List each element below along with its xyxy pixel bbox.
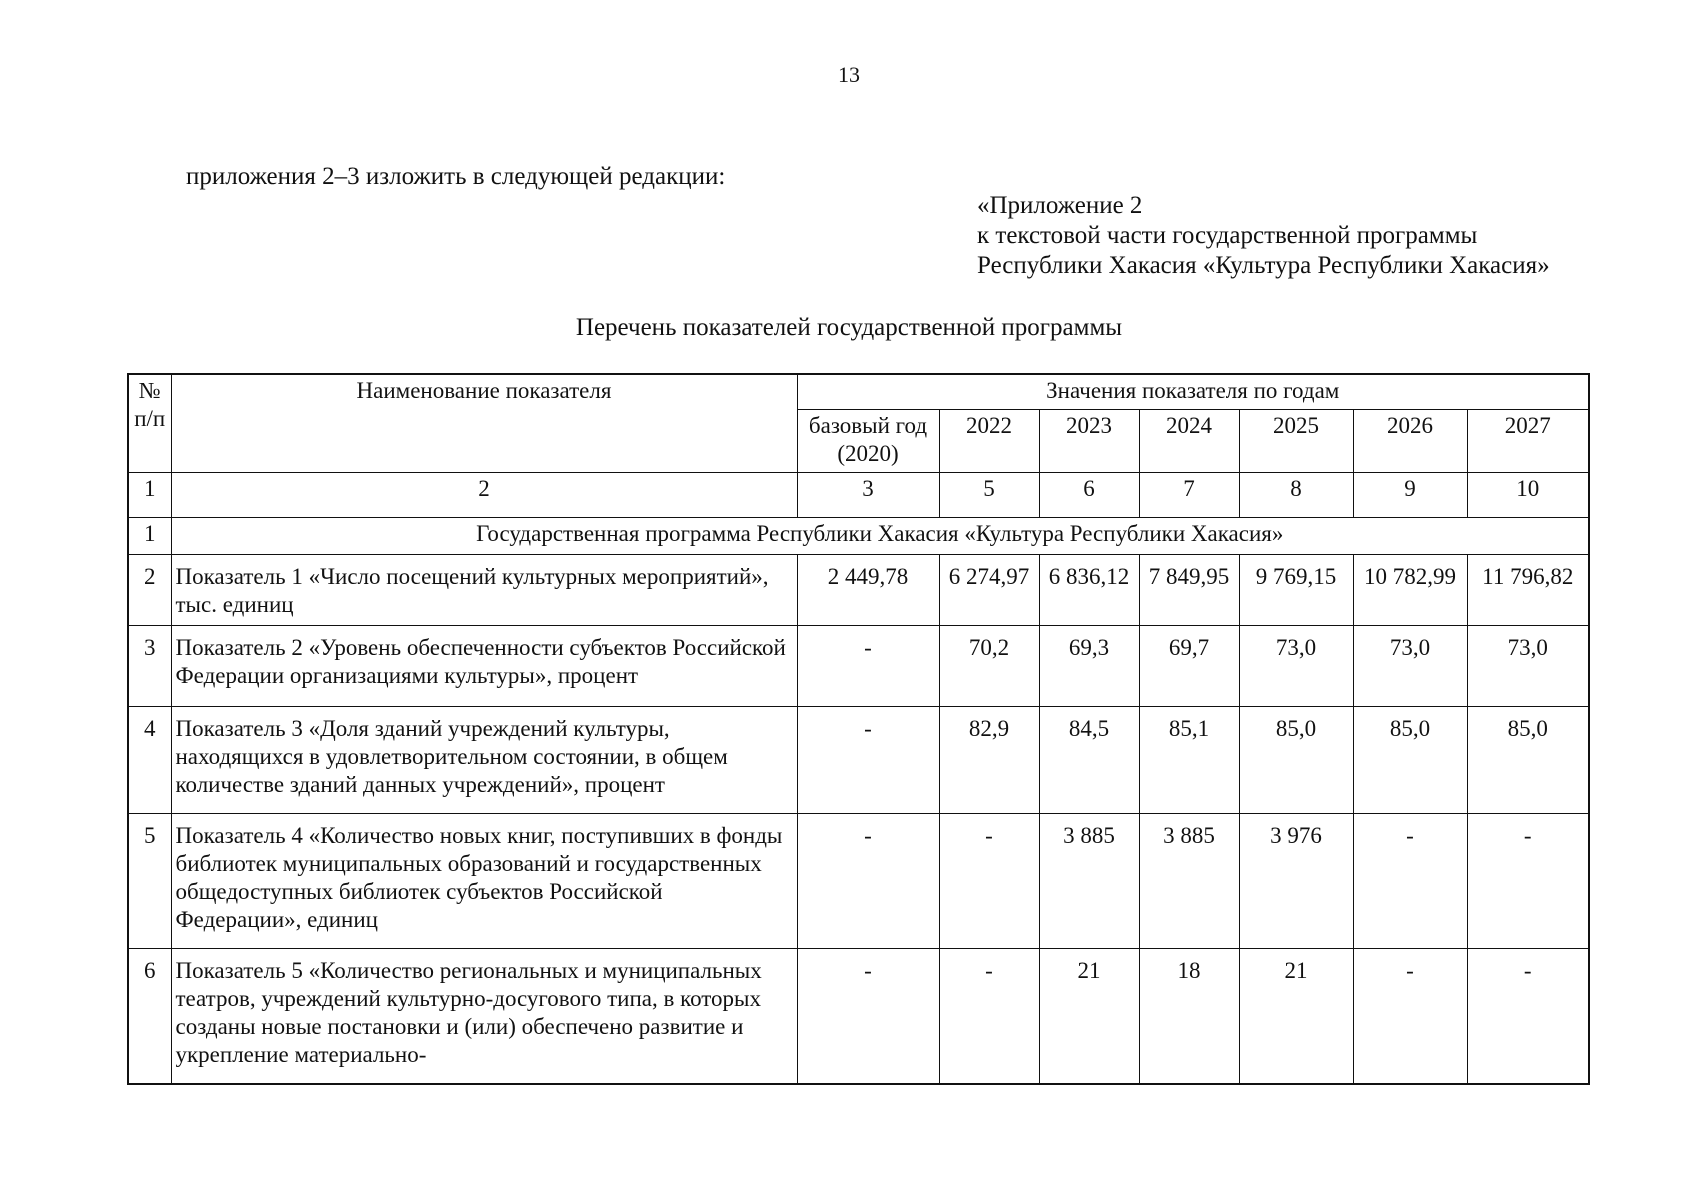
header-year: 2025 <box>1239 410 1353 473</box>
indicator-value: 73,0 <box>1467 626 1589 707</box>
indicator-value: 7 849,95 <box>1139 555 1239 626</box>
table-row <box>128 949 1589 1085</box>
table-header-row <box>128 374 1589 410</box>
page-number: 13 <box>838 62 860 87</box>
section-num: 1 <box>128 518 171 555</box>
indicator-name: Показатель 4 «Количество новых книг, поступивших в фонды библиотек муниципальных образований и государственных общедоступных библиотек субъектов Российской Федерации», единиц <box>171 814 797 949</box>
column-numbers-row <box>128 473 1589 518</box>
row-num: 2 <box>128 555 171 626</box>
indicator-value: - <box>1353 949 1467 1085</box>
indicator-value: 69,7 <box>1139 626 1239 707</box>
table-row <box>128 626 1589 707</box>
indicator-value: 18 <box>1139 949 1239 1085</box>
appendix-line-1: «Приложение 2 <box>977 192 1143 219</box>
row-num: 4 <box>128 707 171 814</box>
row-num: 6 <box>128 949 171 1085</box>
indicator-value: 9 769,15 <box>1239 555 1353 626</box>
indicator-value: - <box>797 949 939 1085</box>
column-number: 3 <box>797 473 939 518</box>
indicator-value: 3 976 <box>1239 814 1353 949</box>
row-num: 5 <box>128 814 171 949</box>
header-values-group: Значения показателя по годам <box>797 374 1589 410</box>
header-num-col: № п/п <box>128 374 171 473</box>
indicator-value: 85,1 <box>1139 707 1239 814</box>
appendix-header <box>977 191 1550 281</box>
column-number: 9 <box>1353 473 1467 518</box>
indicator-name: Показатель 5 «Количество региональных и муниципальных театров, учреждений культурно-досугового типа, в которых созданы новые постановки и (или) обеспечено развитие и укрепление материально- <box>171 949 797 1085</box>
indicator-value: 3 885 <box>1039 814 1139 949</box>
indicator-value: 73,0 <box>1239 626 1353 707</box>
header-year: 2026 <box>1353 410 1467 473</box>
header-year: 2022 <box>939 410 1039 473</box>
column-number: 10 <box>1467 473 1589 518</box>
indicator-value: 70,2 <box>939 626 1039 707</box>
section-row <box>128 518 1589 555</box>
indicator-value: 11 796,82 <box>1467 555 1589 626</box>
column-number: 6 <box>1039 473 1139 518</box>
table-title: Перечень показателей государственной программы <box>575 314 1123 341</box>
indicator-value: 2 449,78 <box>797 555 939 626</box>
column-number: 7 <box>1139 473 1239 518</box>
indicators-table <box>127 373 1590 1085</box>
section-title: Государственная программа Республики Хакасия «Культура Республики Хакасия» <box>171 518 1589 555</box>
column-number: 5 <box>939 473 1039 518</box>
indicator-value: - <box>797 626 939 707</box>
indicator-value: 6 274,97 <box>939 555 1039 626</box>
indicator-value: - <box>797 814 939 949</box>
indicator-value: 69,3 <box>1039 626 1139 707</box>
row-num: 3 <box>128 626 171 707</box>
indicator-name: Показатель 2 «Уровень обеспеченности субъектов Российской Федерации организациями культуры», процент <box>171 626 797 707</box>
table-row <box>128 555 1589 626</box>
indicator-name: Показатель 3 «Доля зданий учреждений культуры, находящихся в удовлетворительном состоянии, в общем количестве зданий данных учреждений», процент <box>171 707 797 814</box>
indicator-value: 73,0 <box>1353 626 1467 707</box>
header-year: 2027 <box>1467 410 1589 473</box>
indicator-value: 82,9 <box>939 707 1039 814</box>
table-row <box>128 707 1589 814</box>
indicator-value: 85,0 <box>1239 707 1353 814</box>
indicator-value: - <box>939 949 1039 1085</box>
header-year: базовый год (2020) <box>797 410 939 473</box>
indicator-value: 21 <box>1039 949 1139 1085</box>
indicator-value: - <box>797 707 939 814</box>
indicator-value: 85,0 <box>1467 707 1589 814</box>
indicator-value: 84,5 <box>1039 707 1139 814</box>
indicator-value: - <box>1467 949 1589 1085</box>
column-number: 2 <box>171 473 797 518</box>
header-name-col: Наименование показателя <box>171 374 797 473</box>
appendix-line-3: Республики Хакасия «Культура Республики Хакасия» <box>977 252 1550 279</box>
indicator-value: 3 885 <box>1139 814 1239 949</box>
header-year: 2023 <box>1039 410 1139 473</box>
indicator-name: Показатель 1 «Число посещений культурных мероприятий», тыс. единиц <box>171 555 797 626</box>
appendix-line-2: к текстовой части государственной программы <box>977 222 1478 249</box>
indicator-value: 10 782,99 <box>1353 555 1467 626</box>
indicator-value: 21 <box>1239 949 1353 1085</box>
indicator-value: 85,0 <box>1353 707 1467 814</box>
indicator-value: - <box>939 814 1039 949</box>
indicator-value: 6 836,12 <box>1039 555 1139 626</box>
indicator-value: - <box>1467 814 1589 949</box>
column-number: 8 <box>1239 473 1353 518</box>
column-number: 1 <box>128 473 171 518</box>
indicator-value: - <box>1353 814 1467 949</box>
header-year: 2024 <box>1139 410 1239 473</box>
table-row <box>128 814 1589 949</box>
intro-text: приложения 2–3 изложить в следующей редакции: <box>186 163 726 190</box>
